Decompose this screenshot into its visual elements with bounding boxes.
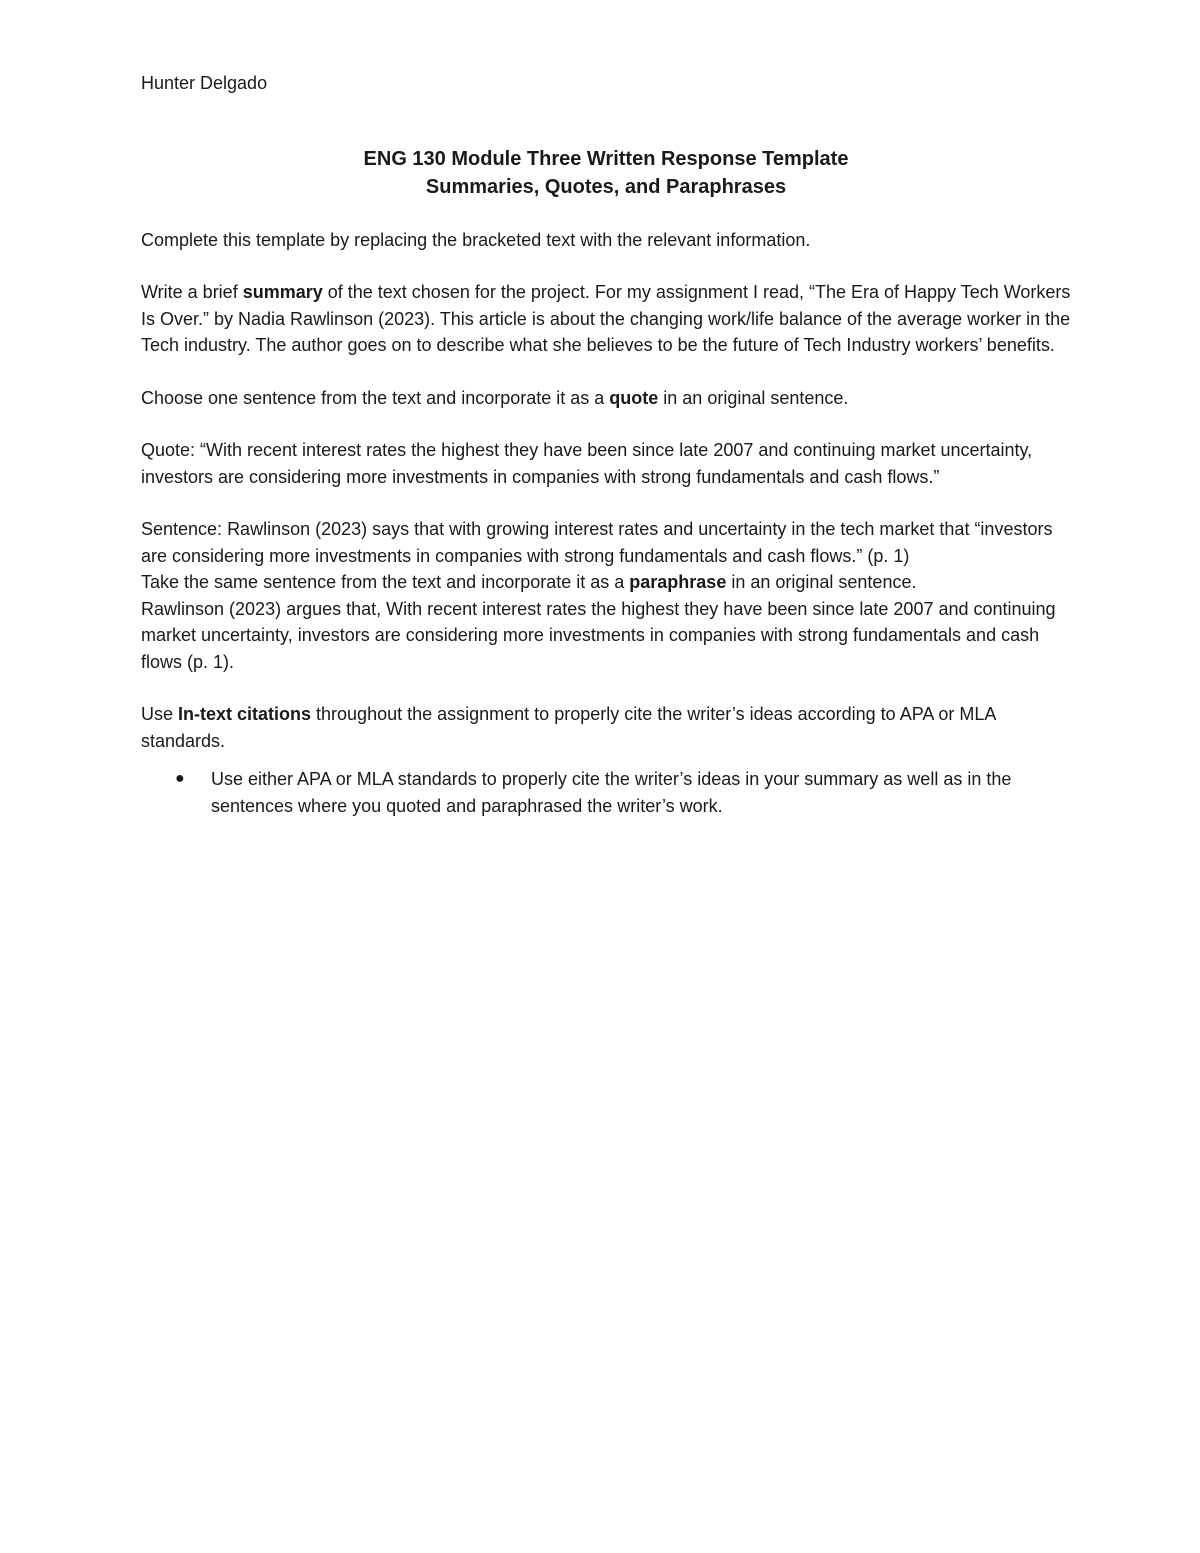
- paraphrase-prompt-text: Take the same sentence from the text and incorporate it as a: [141, 572, 630, 592]
- paraphrase-prompt-after: in an original sentence.: [726, 572, 917, 592]
- title-line-1: ENG 130 Module Three Written Response Template: [363, 147, 849, 170]
- list-item: [141, 766, 1071, 819]
- title-line-2: Summaries, Quotes, and Paraphrases: [425, 175, 787, 198]
- paraphrase-paragraph: Rawlinson (2023) argues that, With recent interest rates the highest they have been since late 2007 and continuing market uncertainty, investors are considering more investments in companies with strong fundamentals and cash flows (p. 1).: [141, 598, 1056, 672]
- document-title: [141, 145, 1071, 201]
- document-page: [141, 70, 1071, 819]
- citations-prompt-text: Use: [141, 704, 179, 724]
- summary-keyword: summary: [242, 282, 323, 302]
- summary-paragraph: [141, 279, 1071, 359]
- citations-body-text: throughout the assignment to properly cite the writer’s ideas according to APA or MLA standards.: [141, 704, 996, 751]
- summary-prompt-text: Write a brief: [141, 282, 243, 302]
- quote-keyword: quote: [609, 387, 659, 408]
- bullet-text: Use either APA or MLA standards to properly cite the writer’s ideas in your summary as well as in the sentences where you quoted and paraphrased the writer’s work.: [211, 769, 1012, 816]
- citations-paragraph: [141, 701, 1071, 754]
- quote-paragraph: Quote: “With recent interest rates the highest they have been since late 2007 and continuing market uncertainty, investors are considering more investments in companies with strong fundamentals and cash flows.”: [141, 440, 1033, 487]
- quote-prompt-text: Choose one sentence from the text and incorporate it as a: [141, 387, 610, 408]
- summary-body-text: of the text chosen for the project. For my assignment I read, “The Era of Happy Tech Workers Is Over.” by Nadia Rawlinson (2023). This article is about the changing work/life balance of the average worker in the Tech industry. The author goes on to describe what she believes to be the future of Tech Industry workers’ benefits.: [141, 282, 1071, 355]
- instructions-paragraph: Complete this template by replacing the bracketed text with the relevant information.: [141, 229, 811, 250]
- quote-prompt-after: in an original sentence.: [658, 387, 849, 408]
- sentence-paragraph: Sentence: Rawlinson (2023) says that with growing interest rates and uncertainty in the tech market that “investors are considering more investments in companies with strong fundamentals and cash flows.” (p. 1): [141, 519, 1053, 566]
- citation-bullet-list: [141, 766, 1071, 819]
- paraphrase-prompt-paragraph: [141, 569, 1071, 596]
- citations-keyword: In-text citations: [178, 704, 312, 724]
- author-name: Hunter Delgado: [141, 73, 268, 93]
- bullet-icon: ●: [175, 770, 185, 787]
- quote-prompt-paragraph: [141, 385, 1071, 412]
- paraphrase-keyword: paraphrase: [629, 572, 727, 592]
